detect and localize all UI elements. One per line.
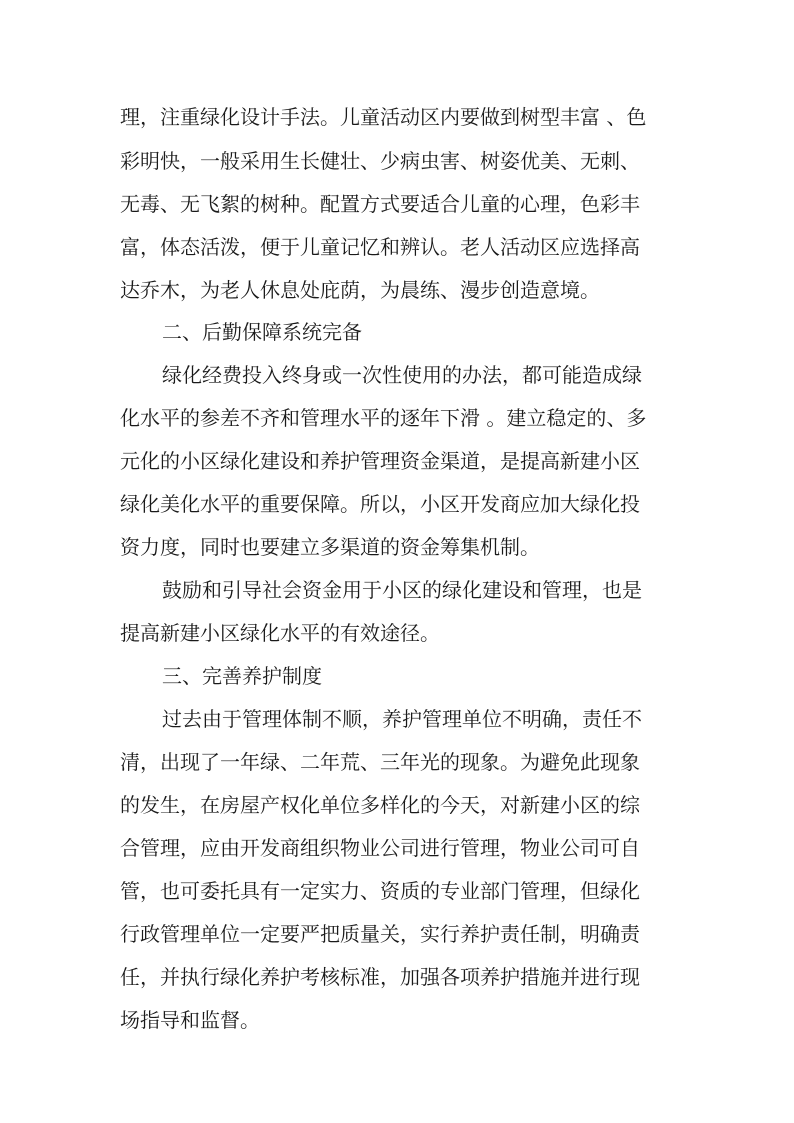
paragraph-line: 行政管理单位一定要严把质量关，实行养护责任制，明确责 xyxy=(120,922,640,946)
paragraph-line: 绿化经费投入终身或一次性使用的办法，都可能造成绿 xyxy=(162,363,642,387)
paragraph-line: 管，也可委托具有一定实力、资质的专业部门管理，但绿化 xyxy=(120,879,640,903)
paragraph-line: 达乔木，为老人休息处庇荫，为晨练、漫步创造意境。 xyxy=(120,278,600,302)
section-heading: 二、后勤保障系统完备 xyxy=(162,320,362,344)
paragraph-line: 提高新建小区绿化水平的有效途径。 xyxy=(120,621,440,645)
paragraph-line: 绿化美化水平的重要保障。所以，小区开发商应加大绿化投 xyxy=(120,492,640,516)
paragraph-line: 富，体态活泼，便于儿童记忆和辨认。老人活动区应选择高 xyxy=(120,235,640,259)
paragraph-line: 任，并执行绿化养护考核标准，加强各项养护措施并进行现 xyxy=(120,965,640,989)
paragraph-line: 化水平的参差不齐和管理水平的逐年下滑 。建立稳定的、多 xyxy=(120,406,647,430)
paragraph-line: 场指导和监督。 xyxy=(120,1008,260,1032)
paragraph-line: 无毒、无飞絮的树种。配置方式要适合儿童的心理，色彩丰 xyxy=(120,192,640,216)
paragraph-line: 清，出现了一年绿、二年荒、三年光的现象。为避免此现象 xyxy=(120,750,640,774)
paragraph-line: 元化的小区绿化建设和养护管理资金渠道，是提高新建小区 xyxy=(120,449,640,473)
paragraph-line: 鼓励和引导社会资金用于小区的绿化建设和管理，也是 xyxy=(162,578,642,602)
section-heading: 三、完善养护制度 xyxy=(162,664,322,688)
paragraph-line: 的发生，在房屋产权化单位多样化的今天，对新建小区的综 xyxy=(120,793,640,817)
paragraph-line: 资力度，同时也要建立多渠道的资金筹集机制。 xyxy=(120,535,540,559)
paragraph-line: 彩明快，一般采用生长健壮、少病虫害、树姿优美、无刺、 xyxy=(120,149,640,173)
paragraph-line: 理，注重绿化设计手法。儿童活动区内要做到树型丰富 、色 xyxy=(120,105,647,129)
paragraph-line: 过去由于管理体制不顺，养护管理单位不明确，责任不 xyxy=(162,707,642,731)
paragraph-line: 合管理，应由开发商组织物业公司进行管理，物业公司可自 xyxy=(120,836,640,860)
